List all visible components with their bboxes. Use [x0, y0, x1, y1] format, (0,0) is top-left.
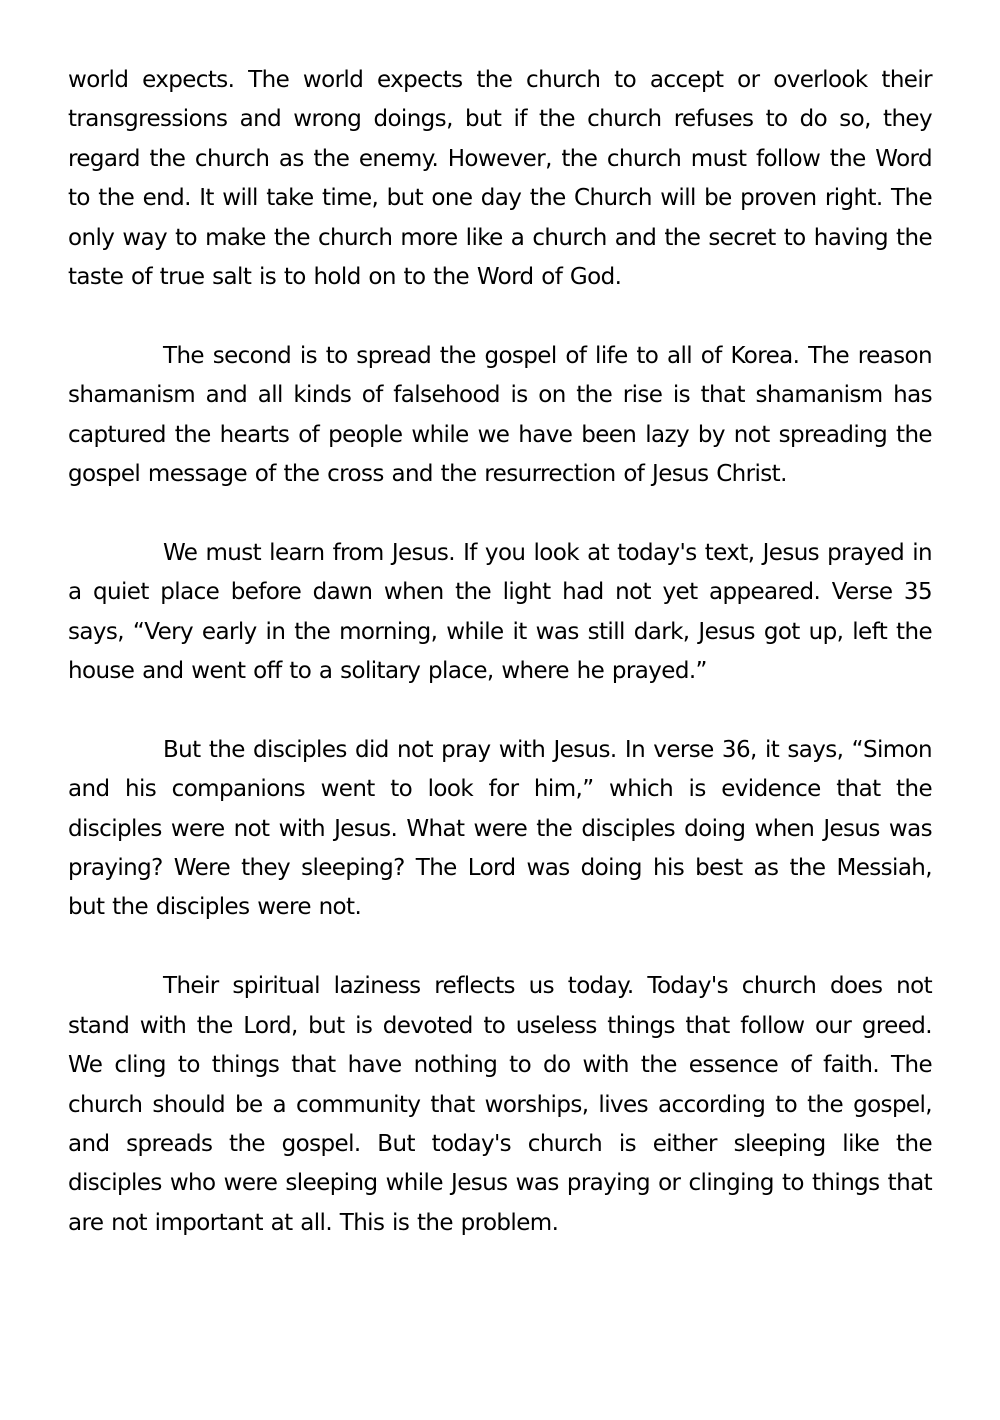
paragraph-4: But the disciples did not pray with Jesus. In verse 36, it says, “Simon and his companions went to look for him,” which is evidence that the disciples were not with Jesus. What were the disciples doing when Jesus was praying? Were they sleeping? The Lord was doing his best as the Messiah, but the disciples were not. — [68, 736, 932, 921]
paragraph-3: We must learn from Jesus. If you look at today's text, Jesus prayed in a quiet place before dawn when the light had not yet appeared. Verse 35 says, “Very early in the morning, while it was still dark, Jesus got up, left the house and went off to a solitary place, where he prayed.” — [68, 539, 932, 685]
paragraph-2: The second is to spread the gospel of life to all of Korea. The reason shamanism and all kinds of falsehood is on the rise is that shamanism has captured the hearts of people while we have been lazy by not spreading the gospel message of the cross and the resurrection of Jesus Christ. — [68, 342, 932, 488]
paragraph-1: world expects. The world expects the church to accept or overlook their transgressions and wrong doings, but if the church refuses to do so, they regard the church as the enemy. However, the church must follow the Word to the end. It will take time, but one day the Church will be proven right. The only way to make the church more like a church and the secret to having the taste of true salt is to hold on to the Word of God. — [68, 67, 932, 291]
paragraph-5: Their spiritual laziness reflects us today. Today's church does not stand with the Lord, but is devoted to useless things that follow our greed. We cling to things that have nothing to do with the essence of faith. The church should be a community that worships, lives according to the gospel, and spreads the gospel. But today's church is either sleeping like the disciples who were sleeping while Jesus was praying or clinging to things that are not important at all. This is the problem. — [68, 973, 932, 1236]
document-page — [68, 61, 932, 1283]
